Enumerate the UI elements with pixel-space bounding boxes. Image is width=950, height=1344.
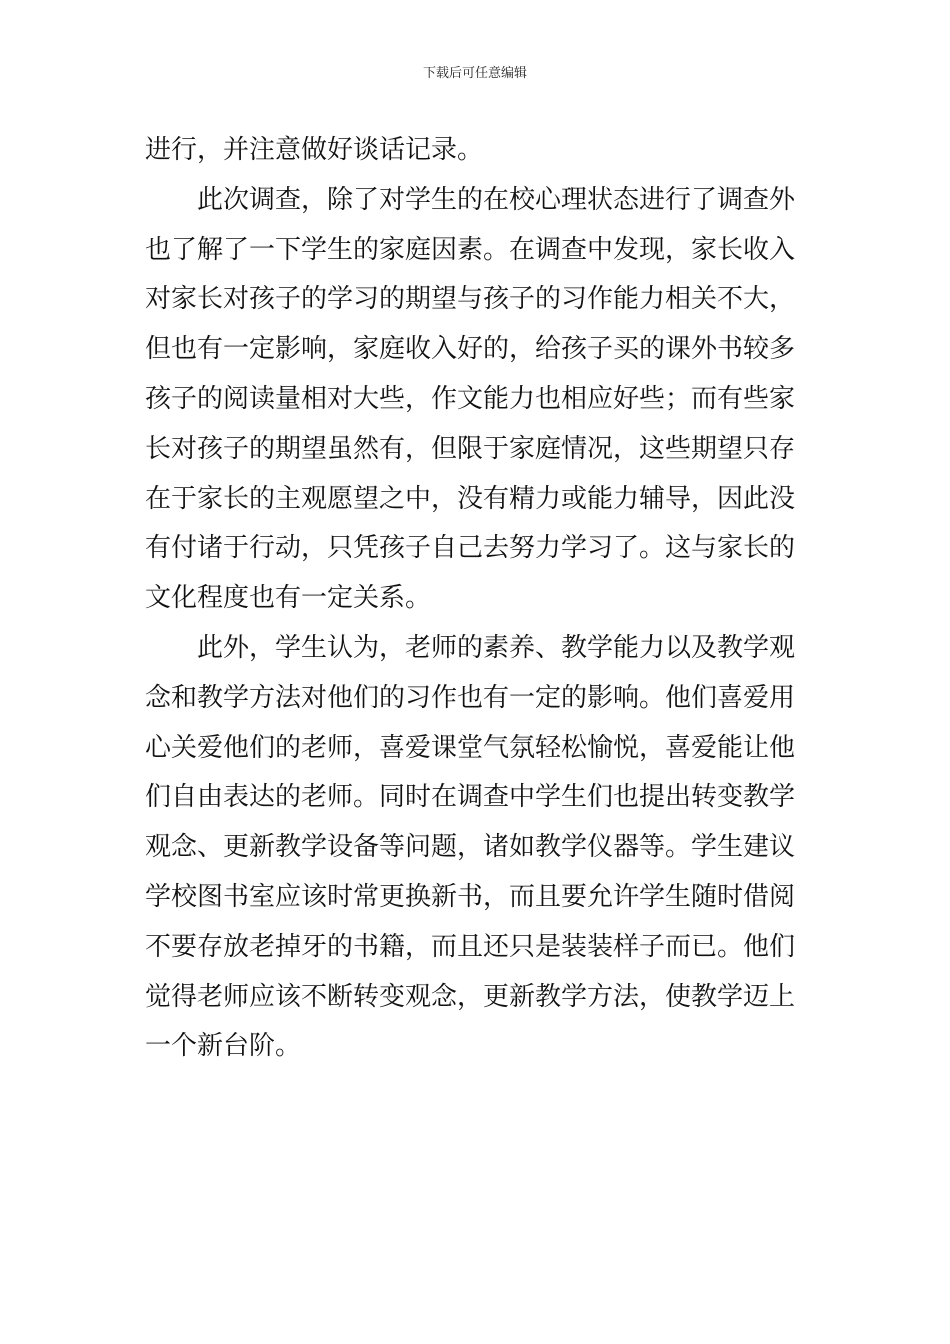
- text-line: 孩子的阅读量相对大些，作文能力也相应好些；而有些家: [145, 383, 796, 414]
- text-line: 念和教学方法对他们的习作也有一定的影响。他们喜爱用: [145, 682, 796, 713]
- text-line: 一个新台阶。: [145, 1031, 302, 1062]
- text-line: 也了解了一下学生的家庭因素。在调查中发现，家长收入: [145, 234, 796, 265]
- text-line: 观念、更新教学设备等问题，诸如教学仪器等。学生建议: [145, 832, 796, 863]
- text-line: 长对孩子的期望虽然有，但限于家庭情况，这些期望只存: [145, 433, 796, 464]
- text-line: 们自由表达的老师。同时在调查中学生们也提出转变教学: [145, 782, 796, 813]
- text-line: 文化程度也有一定关系。: [145, 583, 432, 614]
- text-line: 此外，学生认为，老师的素养、教学能力以及教学观: [145, 632, 796, 663]
- text-line: 在于家长的主观愿望之中，没有精力或能力辅导，因此没: [145, 483, 796, 514]
- text-line: 心关爱他们的老师，喜爱课堂气氛轻松愉悦，喜爱能让他: [145, 732, 796, 763]
- body-text: [145, 126, 815, 1072]
- text-line: 对家长对孩子的学习的期望与孩子的习作能力相关不大，: [145, 284, 796, 315]
- text-line: 学校图书室应该时常更换新书，而且要允许学生随时借阅: [145, 881, 796, 912]
- text-line: 但也有一定影响，家庭收入好的，给孩子买的课外书较多: [145, 334, 796, 365]
- text-line: 不要存放老掉牙的书籍，而且还只是装装样子而已。他们: [145, 931, 796, 962]
- text-line: 有付诸于行动，只凭孩子自己去努力学习了。这与家长的: [145, 533, 796, 564]
- text-line: 此次调查，除了对学生的在校心理状态进行了调查外: [145, 184, 796, 215]
- text-line: 进行，并注意做好谈话记录。: [145, 135, 484, 165]
- header-note: 下载后可任意编辑: [422, 66, 527, 81]
- text-line: 觉得老师应该不断转变观念，更新教学方法，使教学迈上: [145, 981, 796, 1012]
